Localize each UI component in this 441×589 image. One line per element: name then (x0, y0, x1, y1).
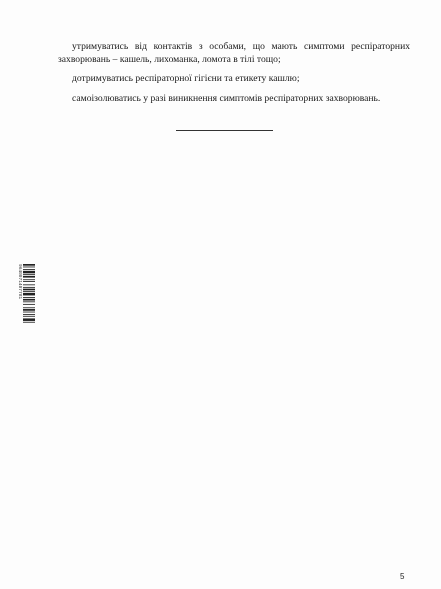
barcode-bar (23, 267, 35, 268)
barcode-bar (23, 274, 35, 275)
barcode-bar (23, 299, 35, 301)
barcode-bar (23, 269, 35, 270)
paragraph-self-isolate: самоізолюватись у разі виникнення симптомів респіраторних захворювань. (72, 93, 381, 104)
barcode-bar (23, 309, 35, 311)
barcode-bar (23, 322, 35, 323)
closing-rule (176, 130, 273, 131)
barcode-bar (23, 301, 35, 302)
barcode-stamp (14, 262, 36, 348)
barcode-bar (23, 284, 35, 285)
body-text (58, 40, 410, 105)
barcode-bar (23, 318, 35, 321)
barcode-bar (23, 316, 35, 317)
barcode-bar (23, 264, 35, 266)
barcode-bar (23, 304, 35, 305)
barcode-bar (23, 276, 35, 278)
barcode-bar (23, 287, 35, 288)
barcode-bar (23, 281, 35, 282)
barcode-bar (23, 293, 35, 296)
barcode-bar (23, 307, 35, 308)
barcode-bar (23, 289, 35, 291)
barcode-bar (23, 314, 35, 315)
barcode-digits: 9640071407781 (17, 264, 22, 300)
paragraph-respiratory-hygiene: дотримуватись респіраторної гігієни та етикету кашлю; (72, 73, 300, 84)
barcode-bar (23, 279, 35, 280)
barcode-bar (23, 297, 35, 298)
page-number: 5 (400, 572, 405, 581)
paragraph-avoid-contact: утримуватись від контактів з особами, що мають симптоми респіраторних захворювань – кашель, лихоманка, ломота в тілі тощо; (58, 41, 410, 65)
barcode-bar (23, 271, 35, 274)
barcode-bar (23, 312, 35, 313)
barcode-bar (23, 291, 35, 292)
